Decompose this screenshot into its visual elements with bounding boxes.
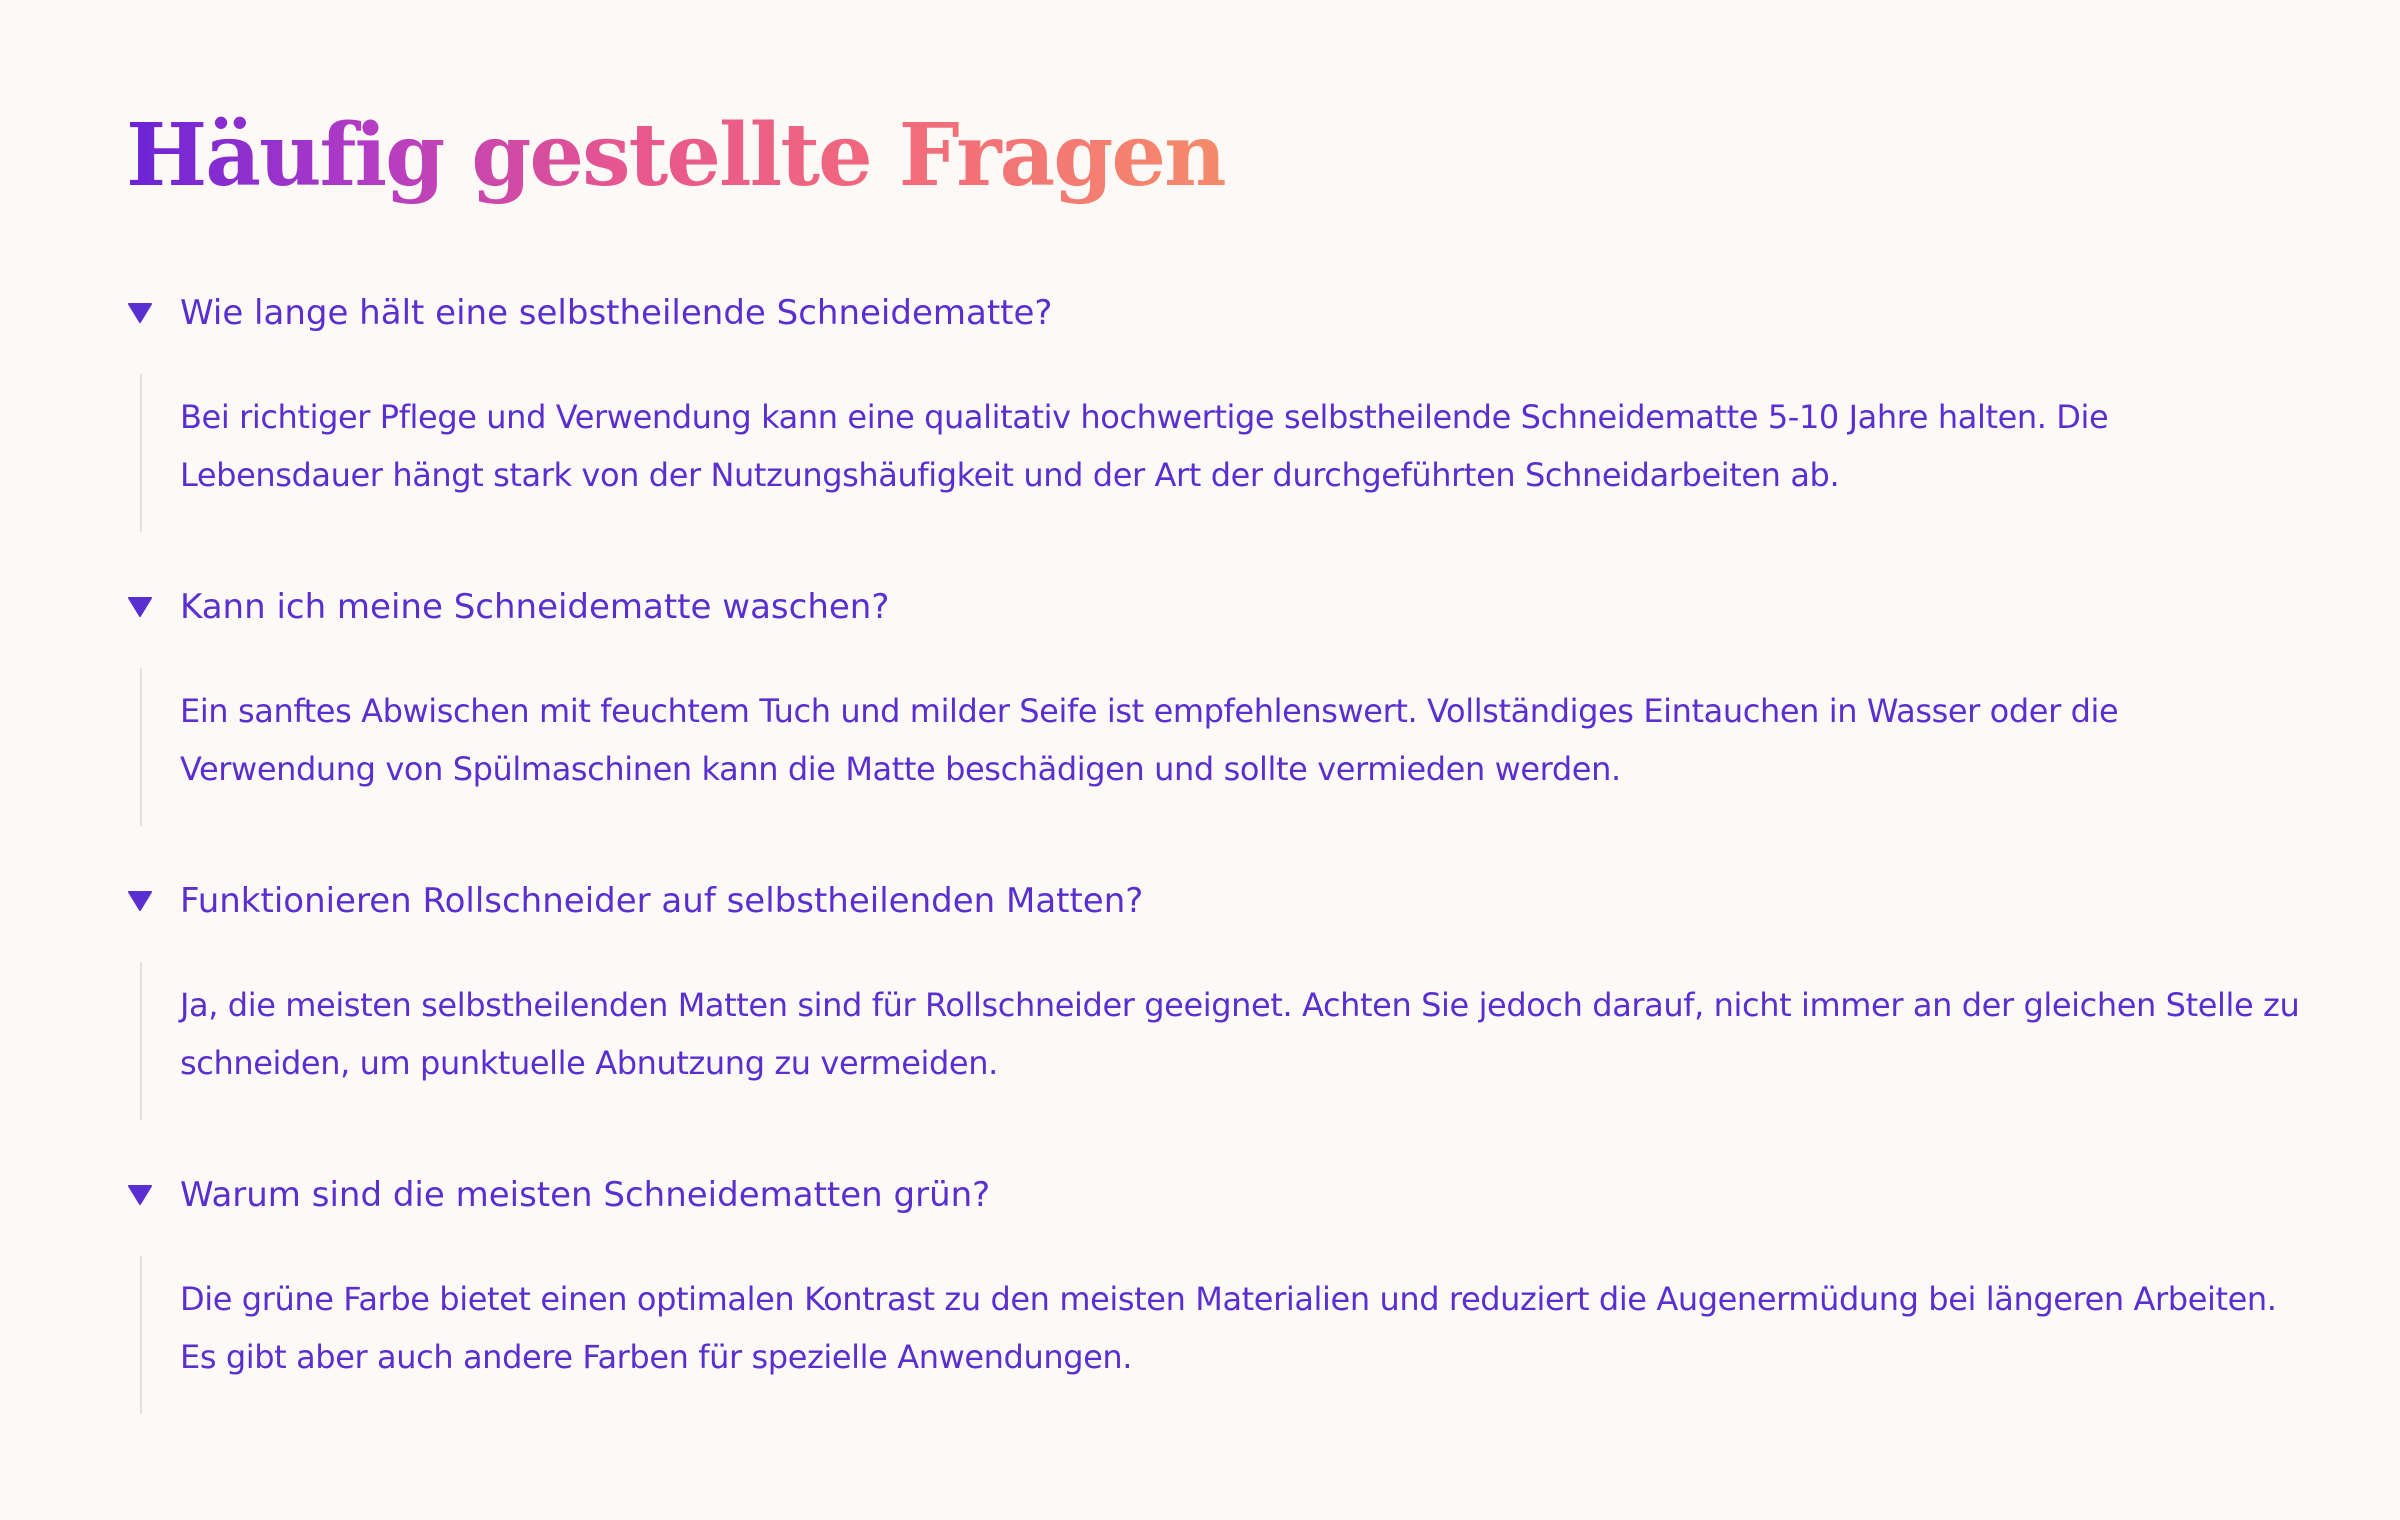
- faq-question-text: Funktionieren Rollschneider auf selbstheilenden Matten?: [180, 881, 1144, 921]
- faq-list: [126, 282, 2300, 1458]
- triangle-down-icon[interactable]: [126, 299, 154, 327]
- faq-answer-1: [140, 374, 2276, 532]
- faq-item: [126, 282, 2276, 576]
- faq-item: [126, 870, 2300, 1164]
- faq-answer-text: Ja, die meisten selbstheilenden Matten sind für Rollschneider geeignet. Achten Sie jedoch darauf, nicht immer an der gleichen Stelle zu schneiden, um punktuelle Abnutzung zu vermeiden.: [180, 986, 2300, 1082]
- faq-answer-3: [140, 962, 2300, 1120]
- faq-answer-text: Ein sanftes Abwischen mit feuchtem Tuch und milder Seife ist empfehlenswert. Vollständiges Eintauchen in Wasser oder die Verwendung von Spülmaschinen kann die Matte beschädigen und sollte vermieden werden.: [180, 692, 2119, 788]
- faq-question-text: Warum sind die meisten Schneidematten grün?: [180, 1175, 991, 1215]
- triangle-down-icon[interactable]: [126, 1181, 154, 1209]
- faq-answer-text: Bei richtiger Pflege und Verwendung kann eine qualitativ hochwertige selbstheilende Schneidematte 5-10 Jahre halten. Die Lebensdauer hängt stark von der Nutzungshäufigkeit und der Art der durchgeführten Schneidarbeiten ab.: [180, 398, 2109, 494]
- triangle-down-icon[interactable]: [126, 887, 154, 915]
- faq-question-1[interactable]: [126, 282, 2276, 344]
- page-title: Häufig gestellte Fragen: [126, 96, 1225, 216]
- faq-answer-4: [140, 1256, 2276, 1414]
- faq-item: [126, 1164, 2276, 1458]
- faq-question-3[interactable]: [126, 870, 2276, 932]
- faq-answer-2: [140, 668, 2276, 826]
- faq-question-text: Wie lange hält eine selbstheilende Schneidematte?: [180, 293, 1053, 333]
- triangle-down-icon[interactable]: [126, 593, 154, 621]
- faq-answer-text: Die grüne Farbe bietet einen optimalen Kontrast zu den meisten Materialien und reduziert die Augenermüdung bei längeren Arbeiten. Es gibt aber auch andere Farben für spezielle Anwendungen.: [180, 1280, 2277, 1376]
- faq-question-text: Kann ich meine Schneidematte waschen?: [180, 587, 890, 627]
- faq-question-2[interactable]: [126, 576, 2276, 638]
- faq-question-4[interactable]: [126, 1164, 2276, 1226]
- faq-item: [126, 576, 2276, 870]
